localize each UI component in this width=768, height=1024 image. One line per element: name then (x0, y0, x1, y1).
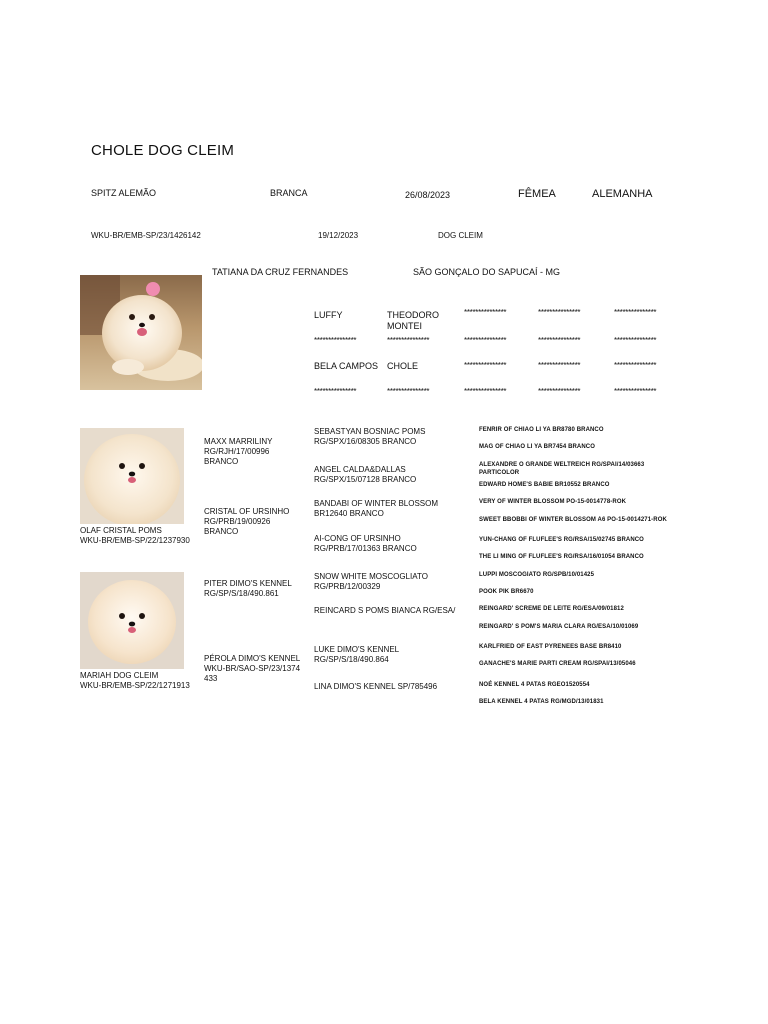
grid-r2-c1: *************** (314, 336, 357, 345)
grid-r1-c4: *************** (538, 308, 581, 317)
gg-grandparent-14: GANACHE'S MARIE PARTI CREAM RG/SPAI/13/05046 (479, 661, 636, 667)
grandparent-sire-sire: MAXX MARRILINY RG/RJH/17/00996 BRANCO (204, 437, 273, 466)
sire-reg: WKU-BR/EMB-SP/22/1237930 (80, 536, 190, 545)
gg-grandparent-10: POOK PIK BR6670 (479, 589, 534, 595)
great-grandparent-2: ANGEL CALDA&DALLAS RG/SPX/15/07128 BRANCO (314, 465, 417, 484)
gg-grandparent-4: EDWARD HOME'S BABIE BR10552 BRANCO (479, 482, 610, 488)
gg-grandparent-11: REINGARD' SCREME DE LEITE RG/ESA/09/01812 (479, 606, 624, 612)
great-grandparent-8: LINA DIMO'S KENNEL SP/785496 (314, 682, 438, 691)
grid-r1-c2: THEODORO MONTEI (387, 310, 440, 331)
breed-value: SPITZ ALEMÃO (91, 188, 157, 198)
birth-date-value: 26/08/2023 (405, 190, 451, 200)
grandparent-sire-dam: CRISTAL OF URSINHO RG/PRB/19/00926 BRANCO (204, 507, 290, 536)
grid-r1-c5: *************** (614, 308, 657, 317)
grid-r3-c3: *************** (464, 361, 507, 370)
puppy-photo (80, 275, 202, 390)
kennel-value: DOG CLEIM (438, 231, 483, 240)
dam-photo (80, 572, 184, 669)
great-grandparent-3: BANDABI OF WINTER BLOSSOM BR12640 BRANCO (314, 499, 439, 518)
gg-grandparent-16: BELA KENNEL 4 PATAS RG/MGD/13/01831 (479, 699, 604, 705)
great-grandparent-5: SNOW WHITE MOSCOGLIATO RG/PRB/12/00329 (314, 572, 428, 591)
great-grandparent-6: REINCARD S POMS BIANCA RG/ESA/ (314, 606, 456, 615)
grid-r2-c5: *************** (614, 336, 657, 345)
gg-grandparent-7: YUN-CHANG OF FLUFLEE'S RG/RSA/15/02745 BRANCO (479, 537, 644, 543)
grandparent-dam-dam: PÉROLA DIMO'S KENNEL WKU-BR/SAO-SP/23/1374 433 (204, 654, 301, 683)
gg-grandparent-2: MAG OF CHIAO LI YA BR7454 BRANCO (479, 444, 595, 450)
gg-grandparent-3: ALEXANDRE O GRANDE WELTREICH RG/SPAI/14/03663 PARTICOLOR (479, 462, 645, 476)
great-grandparent-4: AI-CONG OF URSINHO RG/PRB/17/01363 BRANCO (314, 534, 417, 553)
grid-r3-c2: CHOLE (387, 361, 419, 371)
grid-r3-c1: BELA CAMPOS (314, 361, 379, 371)
sire-name: OLAF CRISTAL POMS (80, 526, 162, 535)
grid-r3-c4: *************** (538, 361, 581, 370)
owner-name: TATIANA DA CRUZ FERNANDES (212, 267, 349, 277)
owner-city: SÃO GONÇALO DO SAPUCAÍ - MG (413, 267, 561, 277)
registration-date: 19/12/2023 (318, 231, 359, 240)
gg-grandparent-9: LUPPI MOSCOGIATO RG/SPB/10/01425 (479, 572, 595, 578)
gg-grandparent-1: FENRIR OF CHIAO LI YA BR8780 BRANCO (479, 427, 604, 433)
gg-grandparent-12: REINGARD' S POM'S MARIA CLARA RG/ESA/10/01069 (479, 624, 639, 630)
grandparent-dam-sire: PITER DIMO'S KENNEL RG/SP/S/18/490.861 (204, 579, 292, 598)
gg-grandparent-15: NOÉ KENNEL 4 PATAS RGEO1520554 (479, 682, 590, 688)
grid-r4-c4: *************** (538, 387, 581, 396)
great-grandparent-7: LUKE DIMO'S KENNEL RG/SP/S/18/490.864 (314, 645, 400, 664)
registration-number: WKU-BR/EMB-SP/23/1426142 (91, 231, 201, 240)
document-title: CHOLE DOG CLEIM (91, 142, 235, 159)
grid-r4-c3: *************** (464, 387, 507, 396)
great-grandparent-1: SEBASTYAN BOSNIAC POMS RG/SPX/16/08305 BRANCO (314, 427, 426, 446)
gg-grandparent-5: VERY OF WINTER BLOSSOM PO-15-0014778-ROK (479, 499, 627, 505)
sex-value: FÊMEA (518, 188, 556, 200)
grid-r4-c1: *************** (314, 387, 357, 396)
grid-r3-c5: *************** (614, 361, 657, 370)
grid-r1-c3: *************** (464, 308, 507, 317)
grid-r4-c5: *************** (614, 387, 657, 396)
gg-grandparent-8: THE LI MING OF FLUFLEE'S RG/RSA/16/01054 BRANCO (479, 554, 644, 560)
country-value: ALEMANHA (592, 188, 653, 200)
dam-reg: WKU-BR/EMB-SP/22/1271913 (80, 681, 190, 690)
color-value: BRANCA (270, 188, 308, 198)
grid-r2-c3: *************** (464, 336, 507, 345)
grid-r1-c1: LUFFY (314, 310, 343, 320)
dam-name: MARIAH DOG CLEIM (80, 671, 159, 680)
sire-photo (80, 428, 184, 524)
grid-r2-c4: *************** (538, 336, 581, 345)
gg-grandparent-6: SWEET BBOBBI OF WINTER BLOSSOM A6 PO-15-0014271-ROK (479, 517, 667, 523)
grid-r2-c2: *************** (387, 336, 430, 345)
grid-r4-c2: *************** (387, 387, 430, 396)
gg-grandparent-13: KARLFRIED OF EAST PYRENEES BASE BR8410 (479, 644, 622, 650)
